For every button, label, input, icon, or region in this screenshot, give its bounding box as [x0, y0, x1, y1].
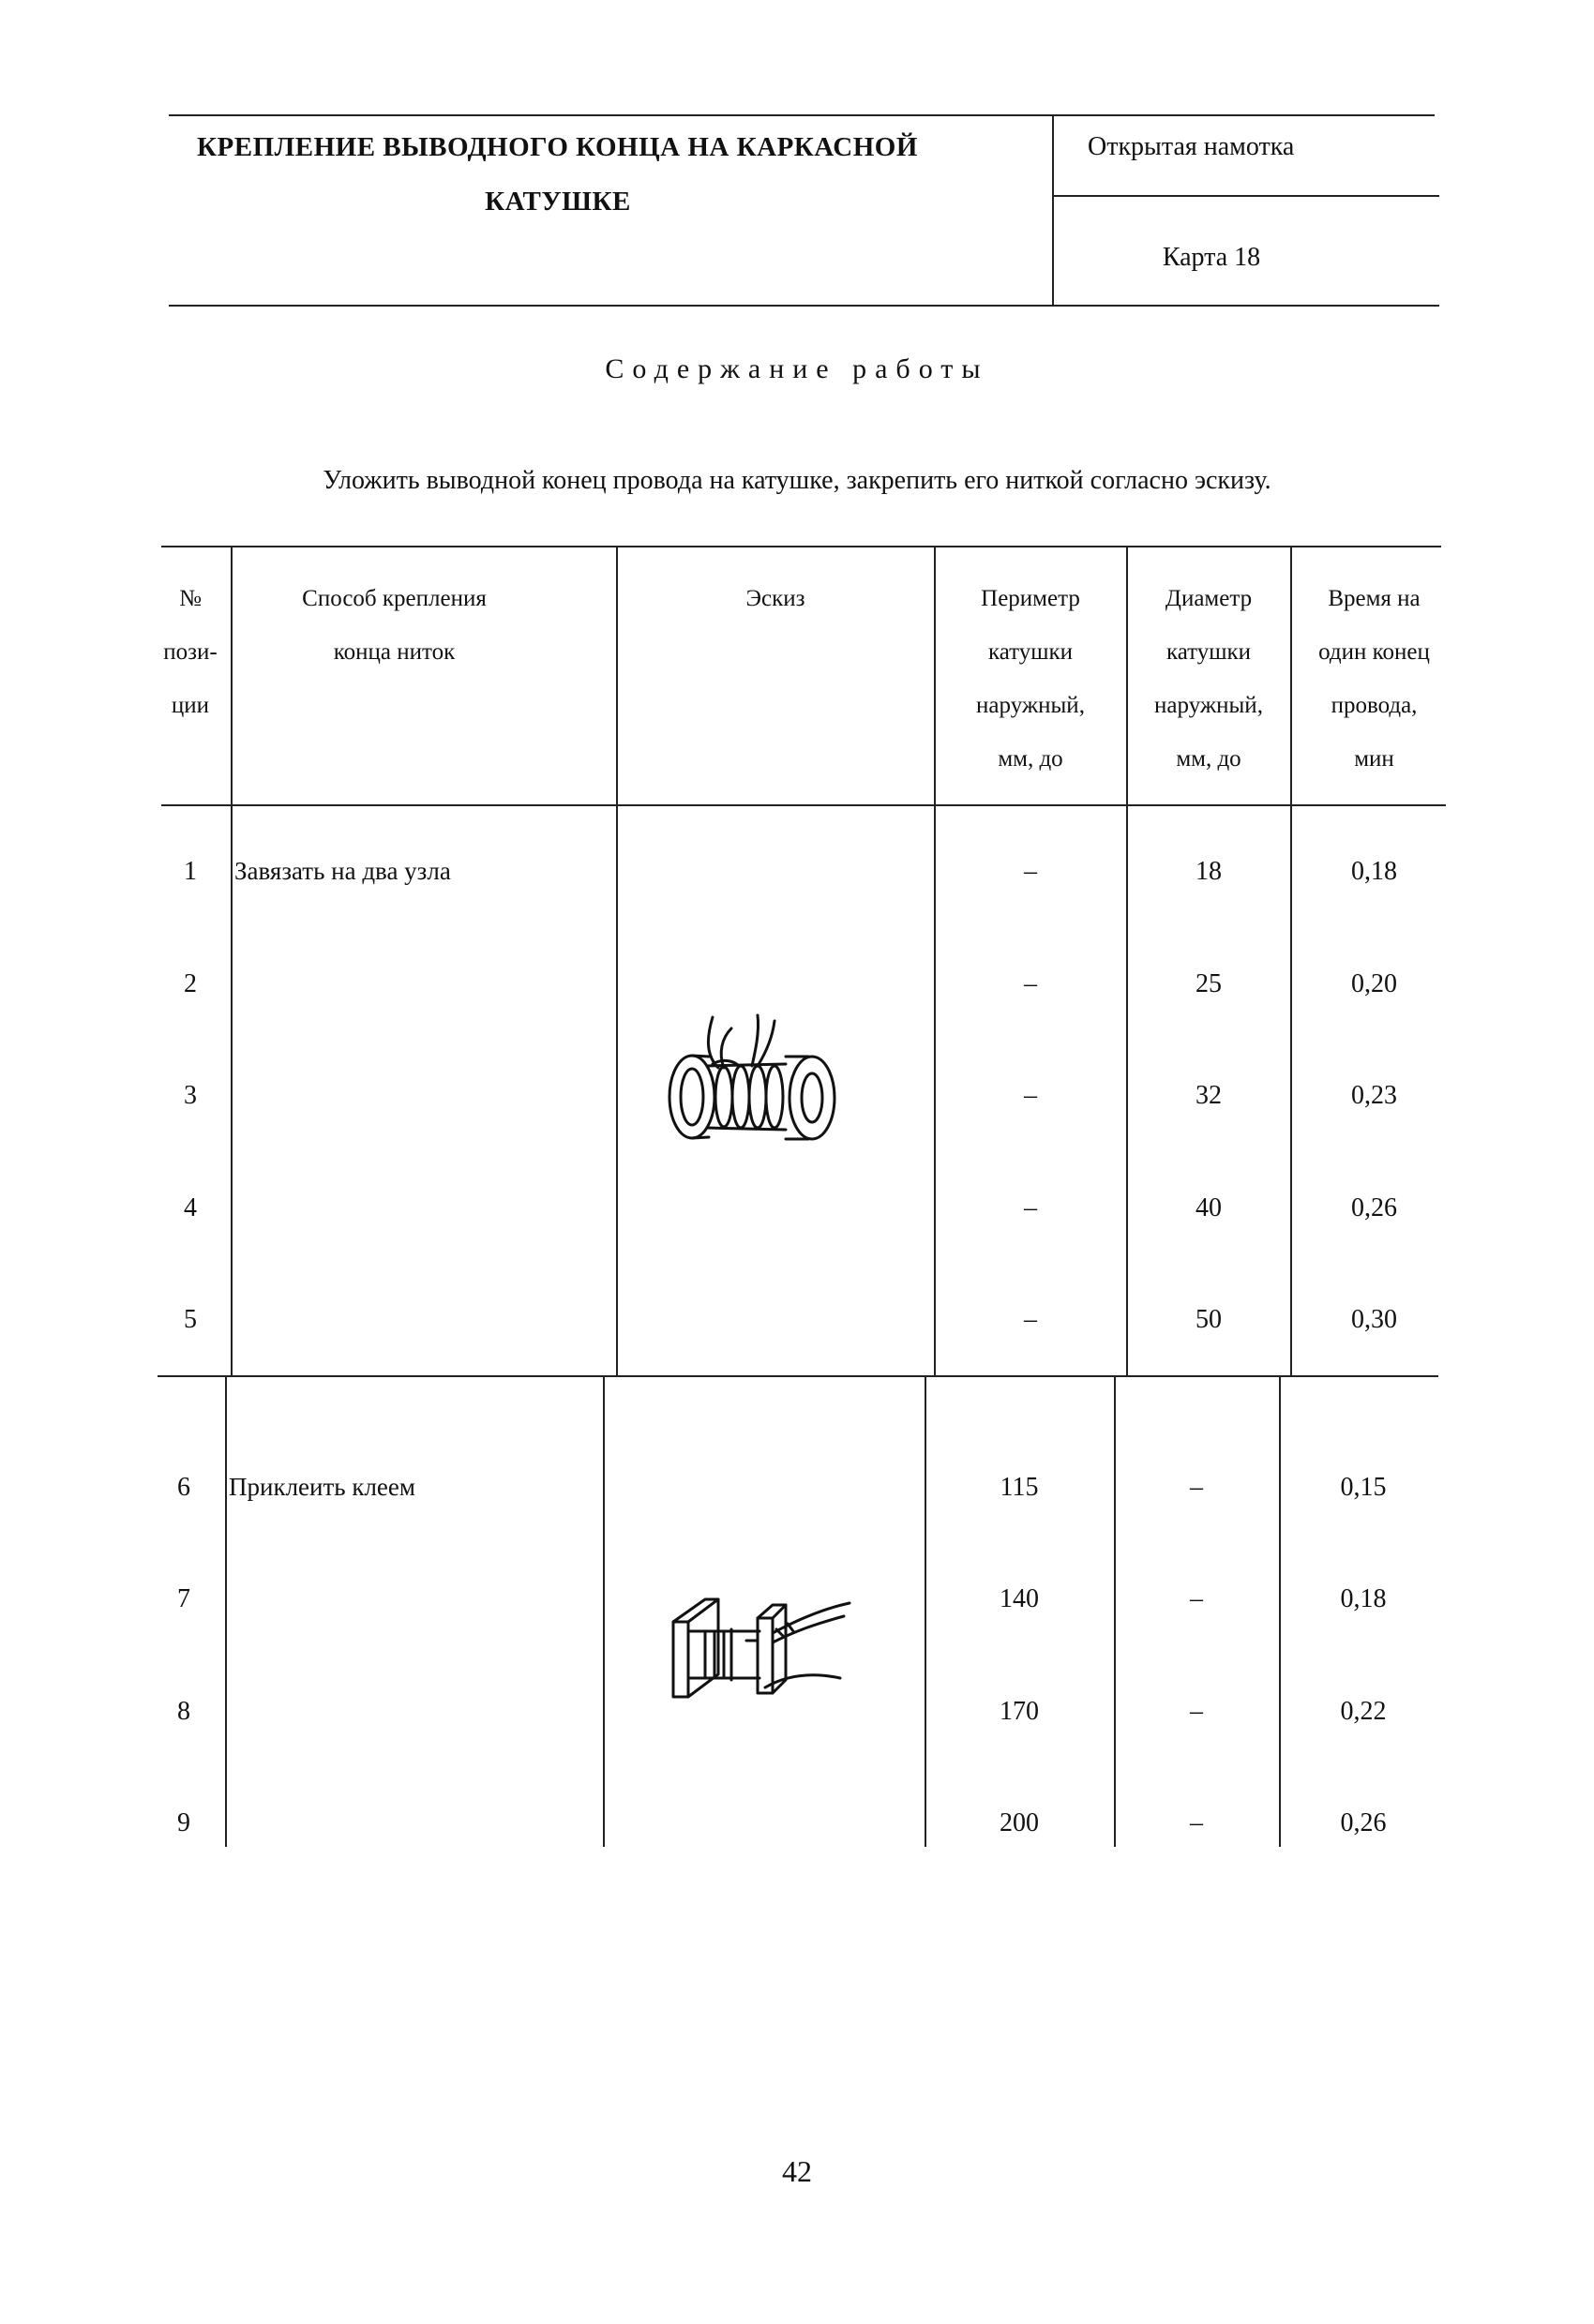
card-number-label: Карта 18 [1162, 243, 1261, 272]
row-8-pos: 8 [177, 1696, 190, 1726]
method-label-knot: Завязать на два узла [234, 857, 451, 885]
header-time-line3: провода, [1331, 693, 1418, 718]
header-perimeter-line2: катушки [987, 639, 1074, 665]
row-4-perimeter: – [1024, 1192, 1037, 1222]
row-7-time: 0,18 [1340, 1584, 1387, 1614]
row-5-diameter: 50 [1196, 1305, 1222, 1334]
row-2-diameter: 25 [1196, 968, 1222, 998]
header-diameter-line2: катушки [1165, 639, 1252, 665]
header-diameter-line1: Диаметр [1165, 586, 1253, 611]
row-4-pos: 4 [184, 1192, 197, 1222]
header-perimeter-line3: наружный, [976, 693, 1085, 718]
header-sketch-line1: Эскиз [745, 586, 805, 611]
row-1-pos: 1 [184, 857, 197, 886]
row-2-time: 0,20 [1351, 968, 1397, 998]
row-5-time: 0,30 [1351, 1305, 1397, 1334]
header-method-line1: Способ крепления [302, 586, 487, 611]
row-8-time: 0,22 [1340, 1696, 1387, 1726]
winding-type-label: Открытая намотка [1088, 132, 1295, 161]
row-2-perimeter: – [1024, 968, 1037, 998]
row-9-perimeter: 200 [1000, 1807, 1039, 1837]
header-pos-line2: пози- [163, 639, 218, 665]
header-diameter [1128, 572, 1289, 786]
row-3-perimeter: – [1024, 1081, 1037, 1110]
row-6-perimeter: 115 [1000, 1473, 1039, 1502]
row-6-pos: 6 [177, 1473, 190, 1502]
row-3-time: 0,23 [1351, 1081, 1397, 1110]
row-9-time: 0,26 [1340, 1807, 1387, 1837]
row-4-time: 0,26 [1351, 1192, 1397, 1222]
row-6-diameter: – [1190, 1473, 1203, 1502]
header-time-line1: Время на [1328, 586, 1421, 611]
header-pos-line1: № [179, 586, 202, 611]
header-time [1292, 572, 1456, 786]
spool-tied-knots-icon [647, 1008, 872, 1158]
row-1-perimeter: – [1024, 857, 1037, 886]
row-1-diameter: 18 [1196, 857, 1222, 886]
row-1-time: 0,18 [1351, 857, 1397, 886]
row-3-pos: 3 [184, 1081, 197, 1110]
header-time-line2: один конец [1318, 639, 1430, 665]
row-5-pos: 5 [184, 1305, 197, 1334]
section-title: Содержание работы [605, 353, 989, 384]
intro-text: Уложить выводной конец провода на катушке, закрепить его ниткой согласно эскизу. [323, 466, 1271, 495]
card-title-line1: КРЕПЛЕНИЕ ВЫВОДНОГО КОНЦА НА КАРКАСНОЙ [197, 132, 918, 162]
method-label-glue: Приклеить клеем [229, 1473, 415, 1501]
header-diameter-line3: наружный, [1154, 693, 1263, 718]
row-6-time: 0,15 [1340, 1473, 1387, 1502]
header-perimeter-line4: мм, до [998, 746, 1063, 772]
frame-coil-glued-icon [656, 1575, 863, 1706]
row-5-perimeter: – [1024, 1305, 1037, 1334]
row-7-pos: 7 [177, 1584, 190, 1614]
row-3-diameter: 32 [1196, 1081, 1222, 1110]
header-method [233, 572, 556, 679]
header-method-line2: конца ниток [333, 639, 456, 665]
page-number: 42 [782, 2154, 812, 2188]
row-7-perimeter: 140 [1000, 1584, 1039, 1614]
header-perimeter-line1: Периметр [981, 586, 1080, 611]
header-pos [152, 572, 229, 732]
header-diameter-line4: мм, до [1176, 746, 1241, 772]
card-title-line2: КАТУШКЕ [485, 187, 631, 217]
header-sketch [618, 572, 933, 625]
header-time-line4: мин [1354, 746, 1394, 772]
row-8-diameter: – [1190, 1696, 1203, 1726]
row-2-pos: 2 [184, 968, 197, 998]
row-8-perimeter: 170 [1000, 1696, 1039, 1726]
header-perimeter [936, 572, 1125, 786]
row-4-diameter: 40 [1196, 1192, 1222, 1222]
header-pos-line3: ции [171, 693, 210, 718]
row-7-diameter: – [1190, 1584, 1203, 1614]
row-9-pos: 9 [177, 1807, 190, 1837]
row-9-diameter: – [1190, 1807, 1203, 1837]
